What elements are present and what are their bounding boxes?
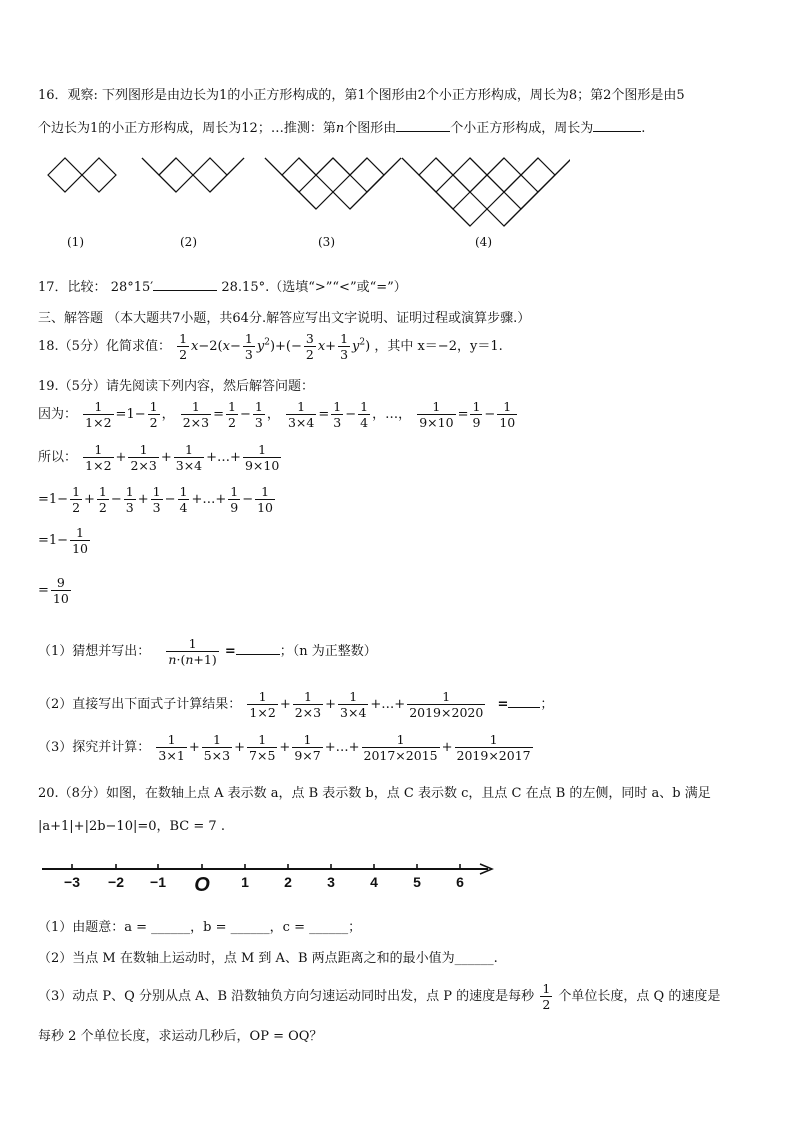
- q19-intro: 19.（5分）请先阅读下列内容，然后解答问题：: [38, 379, 314, 394]
- q17-right: 28.15°: [221, 280, 266, 295]
- q19-p2-blank[interactable]: [508, 695, 540, 708]
- q16-line2-a: 个边长为1的小正方形构成，周长为12；…推测：第: [38, 121, 336, 136]
- q20-p3b: 个单位长度，点 Q 的速度是: [558, 989, 721, 1005]
- figure-label-3: (3): [318, 235, 335, 249]
- q16-line2-c: 个小正方形构成，周长为: [450, 121, 594, 136]
- q17-left: 28°15′: [110, 280, 154, 295]
- q19-part1: （1）猜想并写出： $\frac{1}{n\cdot(n+1)}$ = ；（n 为正整数）: [38, 636, 377, 668]
- q19-ellipsis: ，…，: [372, 407, 412, 423]
- number-line: [40, 855, 500, 897]
- axis-label-2: 2: [284, 874, 292, 890]
- q17-prefix: 17．比较：: [38, 280, 107, 295]
- q18-suffix: ，其中 x＝−2，y＝1.: [374, 339, 503, 355]
- q19-p1-blank[interactable]: [236, 642, 280, 655]
- q19-part2: （2）直接写出下面式子计算结果： $\frac{1}{1\times 2}$ + $\frac{1}{2\times 3}$ + $\frac{1}{3\times 4}$ +…+ $\frac{1}{2019\times 2020}$ = ；: [38, 689, 554, 721]
- q20-line2: |a+1|+|2b−10|=0，BC = 7 .: [38, 819, 225, 834]
- figure-label-4: (4): [475, 235, 492, 249]
- axis-label-origin: O: [194, 874, 210, 896]
- figure-label-2: (2): [180, 235, 197, 249]
- q16-figures: [40, 140, 570, 230]
- q20-line1: 20.（8分）如图，在数轴上点 A 表示数 a，点 B 表示数 b，点 C 表示数 c，且点 C 在点 B 的左侧，同时 a、b 满足: [38, 786, 711, 801]
- axis-label-neg3: −3: [64, 874, 80, 890]
- figure-3: [265, 158, 401, 209]
- q16-line1: 16．观察: 下列图形是由边长为1的小正方形构成的，第1个图形由2个小正方形构成，周长为8；第2个图形是由5: [38, 88, 685, 103]
- q19-step2: =1− $\frac{1}{10}$: [38, 525, 88, 557]
- figure-label-1: (1): [67, 235, 84, 249]
- q19-step3: = $\frac{9}{10}$: [38, 575, 69, 607]
- axis-label-neg1: −1: [150, 874, 166, 890]
- q18-expression: $\frac{1}{2}$ x−2(x− $\frac{1}{3}$ $y^2)+(-$ $\frac{3}{2}$ x+ $\frac{1}{3}$ $y^2$): [179, 331, 375, 363]
- q16-line2-d: .: [641, 121, 646, 136]
- q18-prefix: 18.（5分）化简求值：: [38, 339, 171, 355]
- axis-label-3: 3: [327, 874, 335, 890]
- figure-2: [142, 158, 244, 192]
- q16-line2: [38, 117, 645, 136]
- q19-so: 所以：: [38, 450, 78, 466]
- q17-blank[interactable]: [153, 278, 217, 291]
- q17: [38, 276, 407, 295]
- q20-p3a: （3）动点 P、Q 分别从点 A、B 沿数轴负方向匀速运动同时出发，点 P 的速度是每秒: [38, 989, 535, 1005]
- q16-n: n: [335, 121, 345, 136]
- q18: [38, 332, 503, 361]
- axis-label-6: 6: [456, 874, 464, 890]
- q16-blank-1[interactable]: [396, 119, 450, 132]
- q20-part1: （1）由题意：a = ______，b = ______，c = ______；: [38, 920, 362, 935]
- q19-because: 因为：: [38, 407, 78, 423]
- figure-1: [48, 158, 116, 192]
- q20-part2: （2）当点 M 在数轴上运动时，点 M 到 A、B 两点距离之和的最小值为______.: [38, 951, 498, 966]
- q16-line2-b: 个图形由: [344, 121, 397, 136]
- q19-because-line: 因为： $\frac{1}{1\times 2}$ =1− $\frac{1}{2}$ ， $\frac{1}{2\times 3}$ = $\frac{1}{2}$ − $\frac{1}{3}$ ， $\frac{1}{3\times 4}$ = $\frac{1}{3}$ − $\frac{1}{4}$ ，…， $\frac{1}{9\times 10}$ = $\frac{1}{9}$ − $\frac{1}{10}$: [38, 399, 516, 431]
- axis-label-4: 4: [370, 874, 378, 890]
- q19-p1-label: （1）猜想并写出：: [38, 644, 151, 660]
- q19-step1: =1− $\frac{1}{2}$ + $\frac{1}{2}$ − $\frac{1}{3}$ + $\frac{1}{3}$ − $\frac{1}{4}$ +…+ $\frac{1}{9}$ − $\frac{1}{10}$: [38, 484, 274, 516]
- axis-label-5: 5: [413, 874, 421, 890]
- axis-label-neg2: −2: [108, 874, 124, 890]
- q19-p1-note: ；（n 为正整数）: [279, 644, 377, 660]
- q20-part3-line1: （3）动点 P、Q 分别从点 A、B 沿数轴负方向匀速运动同时出发，点 P 的速度是每秒 $\frac{1}{2}$ 个单位长度，点 Q 的速度是: [38, 981, 721, 1013]
- q16-blank-2[interactable]: [593, 119, 641, 132]
- q19-p2-label: （2）直接写出下面式子计算结果：: [38, 697, 242, 713]
- q17-suffix: .（选填“>”“<”或“=”）: [265, 280, 407, 295]
- q19-part3: （3）探究并计算： $\frac{1}{3\times 1}$ + $\frac{1}{5\times 3}$ + $\frac{1}{7\times 5}$ + $\frac{1}{9\times 7}$ +…+ $\frac{1}{2017\times 2015}$ + $\frac{1}{2019\times 2017}$: [38, 732, 531, 764]
- axis-label-1: 1: [241, 874, 249, 890]
- section-3-heading: 三、解答题 （本大题共7小题，共64分.解答应写出文字说明、证明过程或演算步骤.）: [38, 311, 531, 326]
- q19-p3-label: （3）探究并计算：: [38, 740, 151, 756]
- q20-part3-line2: 每秒 2 个单位长度，求运动几秒后，OP = OQ？: [38, 1029, 323, 1044]
- figure-4: [402, 158, 570, 226]
- q19-so-line: 所以： $\frac{1}{1\times 2}$ + $\frac{1}{2\times 3}$ + $\frac{1}{3\times 4}$ +…+ $\frac{1}{9\times 10}$: [38, 442, 280, 474]
